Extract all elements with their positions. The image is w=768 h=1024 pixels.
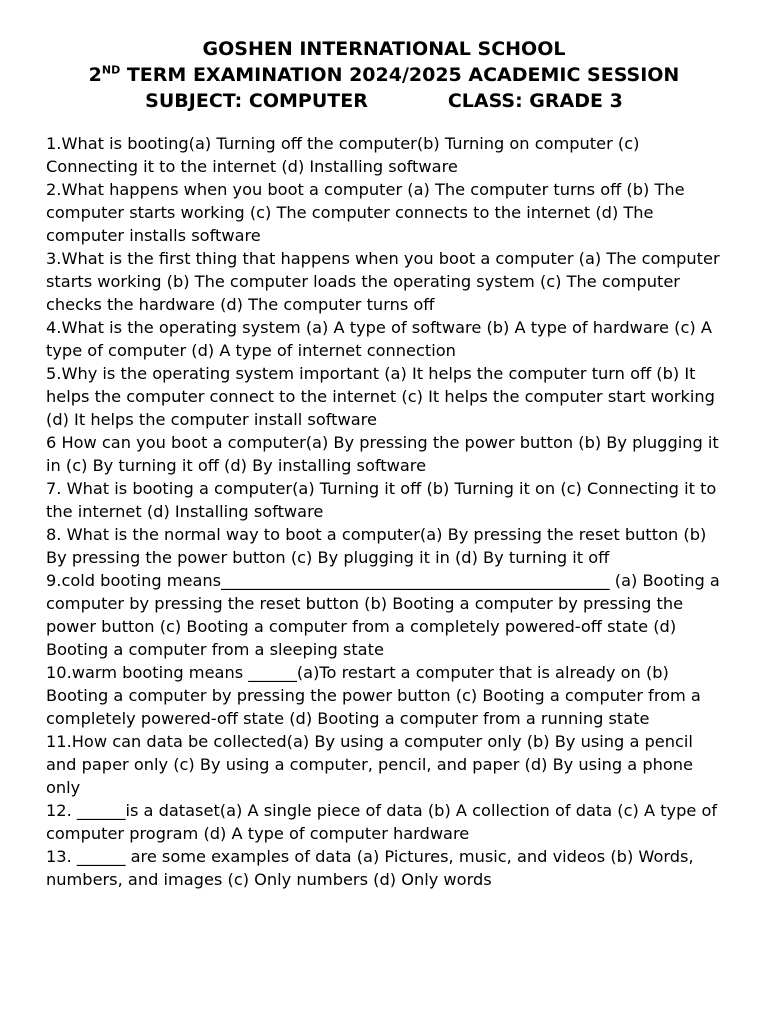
question-8: 8. What is the normal way to boot a computer(a) By pressing the reset button (b) By pressing the power button (c) By plugging it in (d) By turning it off (46, 525, 707, 567)
question-13: 13. ______ are some examples of data (a) Pictures, music, and videos (b) Words, numbers, and images (c) Only numbers (d) Only words (46, 847, 694, 889)
question-9: 9.cold booting means________________________________________________ (a) Booting a computer by pressing the reset button (b) Booting a computer by pressing the power button (c) Booting a computer from a completely powered-off state (d) Booting a computer from a sleeping state (46, 571, 720, 659)
question-3: 3.What is the first thing that happens when you boot a computer (a) The computer starts working (b) The computer loads the operating system (c) The computer checks the hardware (d) The computer turns off (46, 249, 720, 314)
school-name: GOSHEN INTERNATIONAL SCHOOL (202, 38, 566, 60)
question-4: 4.What is the operating system (a) A type of software (b) A type of hardware (c) A type of computer (d) A type of internet connection (46, 318, 712, 360)
question-12: 12. ______is a dataset(a) A single piece of data (b) A collection of data (c) A type of computer program (d) A type of computer hardware (46, 801, 718, 843)
term-title (46, 62, 722, 88)
question-2: 2.What happens when you boot a computer (a) The computer turns off (b) The computer starts working (c) The computer connects to the internet (d) The computer installs software (46, 180, 685, 245)
subject-label: SUBJECT: COMPUTER (145, 90, 368, 112)
question-10: 10.warm booting means ______(a)To restart a computer that is already on (b) Booting a computer by pressing the power button (c) Booting a computer from a completely powered-off state (d) Booting a computer from a running state (46, 663, 701, 728)
question-11: 11.How can data be collected(a) By using a computer only (b) By using a pencil and paper only (c) By using a computer, pencil, and paper (d) By using a phone only (46, 732, 694, 797)
exam-header (46, 36, 722, 114)
question-6: 6 How can you boot a computer(a) By pressing the power button (b) By plugging it in (c) By turning it off (d) By installing software (46, 433, 719, 475)
class-label: CLASS: GRADE 3 (447, 90, 623, 112)
subject-class-row (46, 88, 722, 114)
term-title-rest: TERM EXAMINATION 2024/2025 ACADEMIC SESSION (120, 64, 680, 86)
question-7: 7. What is booting a computer(a) Turning it off (b) Turning it on (c) Connecting it to the internet (d) Installing software (46, 479, 717, 521)
question-1: 1.What is booting(a) Turning off the computer(b) Turning on computer (c) Connecting it to the internet (d) Installing software (46, 134, 640, 176)
question-5: 5.Why is the operating system important (a) It helps the computer turn off (b) It helps the computer connect to the internet (c) It helps the computer start working (d) It helps the computer install software (46, 364, 715, 429)
term-number: 2 (88, 64, 102, 86)
question-list (46, 132, 722, 891)
term-ordinal-suffix: ND (101, 63, 121, 77)
